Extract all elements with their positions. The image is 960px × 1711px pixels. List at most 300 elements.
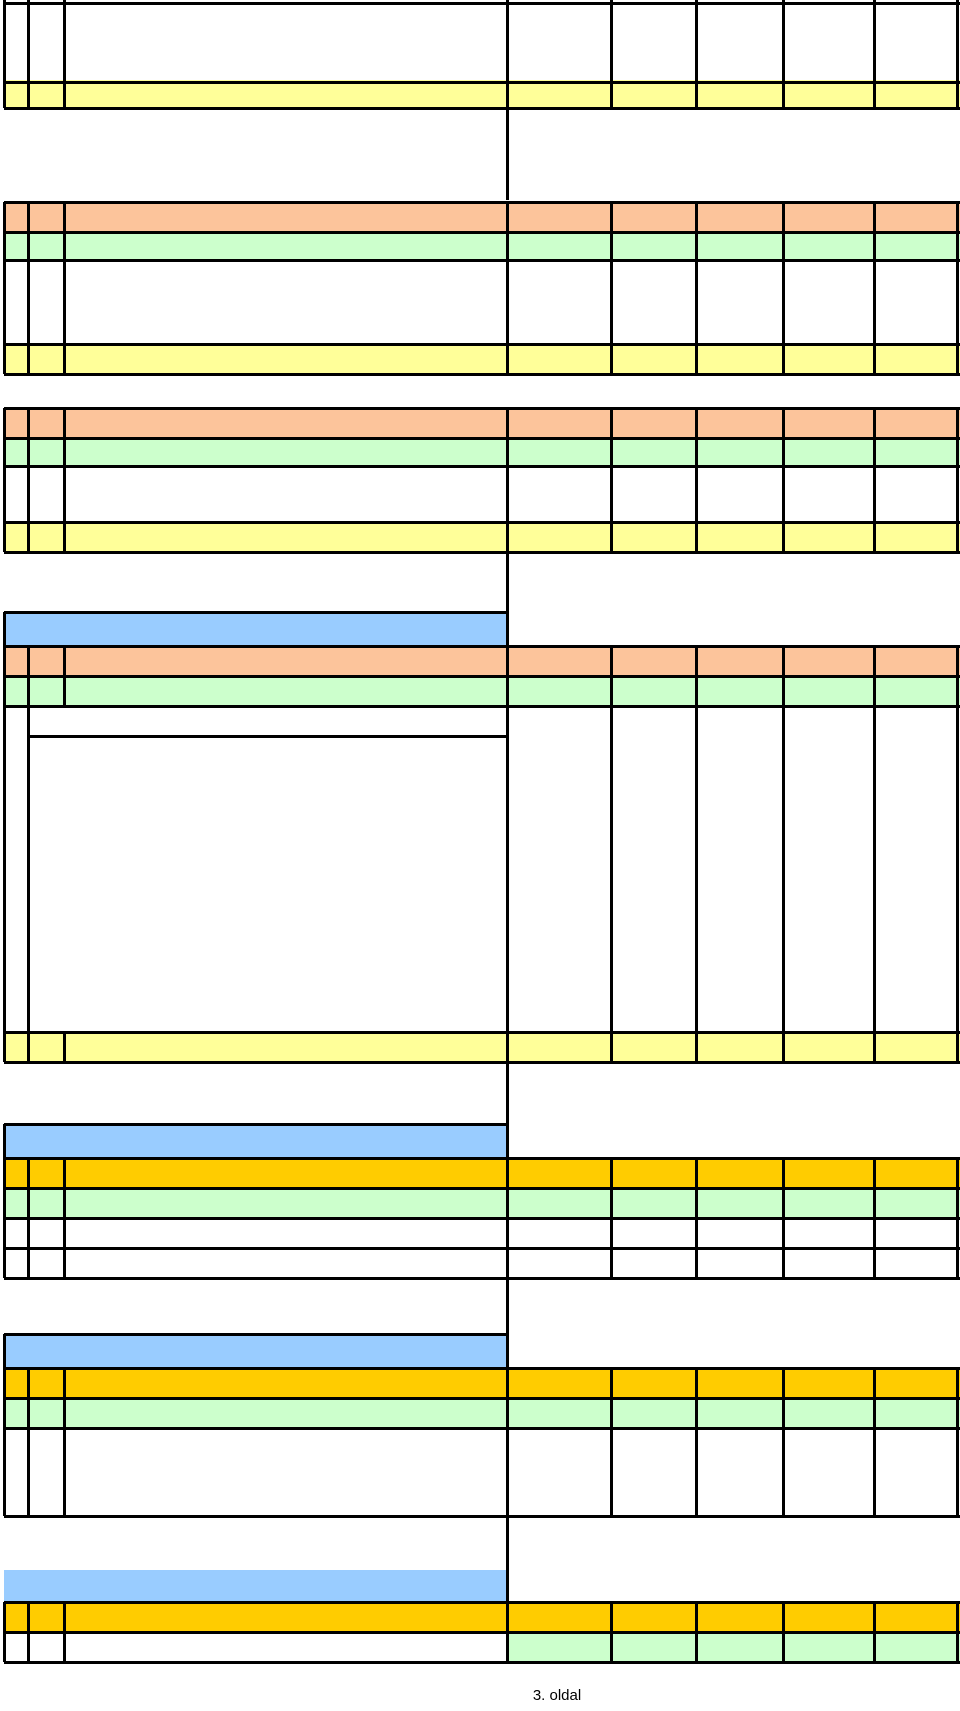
unit-label xyxy=(611,1398,696,1428)
marker-cell xyxy=(4,1032,28,1062)
rule xyxy=(3,1368,6,1516)
row-label xyxy=(64,1428,507,1457)
rule xyxy=(4,1061,960,1064)
unit-label xyxy=(507,232,611,260)
rule xyxy=(873,646,876,1062)
blank-cells xyxy=(611,56,960,82)
row-label xyxy=(64,760,507,787)
rule xyxy=(782,1602,785,1662)
column-header xyxy=(611,1158,696,1188)
table-row xyxy=(0,951,960,978)
total-label xyxy=(64,1248,507,1278)
units-row xyxy=(0,676,960,706)
total-value xyxy=(507,1032,611,1062)
blank-cells xyxy=(611,1032,960,1062)
rule xyxy=(4,201,960,204)
total-row xyxy=(0,1032,960,1062)
rule xyxy=(27,408,30,552)
section-header xyxy=(0,202,960,232)
spacer-cell xyxy=(28,232,507,260)
section-number xyxy=(4,612,28,646)
rule xyxy=(63,1368,66,1516)
unit-label xyxy=(874,1632,960,1662)
rule xyxy=(3,612,6,646)
rule xyxy=(4,259,960,262)
unit-label xyxy=(783,1188,874,1218)
table-row xyxy=(0,28,960,54)
rule xyxy=(3,408,6,552)
marker-cell xyxy=(4,80,28,108)
unit-label xyxy=(783,438,874,466)
column-header xyxy=(507,202,611,232)
spacer-cell xyxy=(28,28,64,54)
rule xyxy=(4,521,960,524)
column-header xyxy=(874,202,960,232)
column-header xyxy=(783,1158,874,1188)
row-label xyxy=(64,316,507,344)
rule xyxy=(695,1368,698,1516)
total-label xyxy=(64,344,507,374)
column-header xyxy=(874,1158,960,1188)
rule xyxy=(4,1123,507,1126)
column-header xyxy=(696,1368,783,1398)
unit-label xyxy=(507,1188,611,1218)
row-value xyxy=(507,260,611,288)
rule xyxy=(873,1158,876,1278)
table-row xyxy=(0,815,960,842)
section-title xyxy=(28,1124,507,1158)
sub-header-row xyxy=(0,646,960,676)
marker-cell xyxy=(4,646,28,676)
unit-label xyxy=(611,676,696,706)
column-header xyxy=(696,408,783,438)
rule xyxy=(4,81,960,84)
row-label xyxy=(64,260,507,288)
column-header xyxy=(783,1602,874,1632)
column-header xyxy=(783,408,874,438)
section-code xyxy=(507,612,696,646)
rule xyxy=(4,1397,960,1400)
rule xyxy=(506,202,509,374)
sub-title xyxy=(64,646,507,676)
rule xyxy=(956,408,959,552)
section-number xyxy=(4,1570,28,1602)
units-row xyxy=(0,438,960,466)
section-number xyxy=(4,1334,28,1368)
rule xyxy=(3,1124,6,1158)
table-row xyxy=(0,760,960,787)
marker-cell xyxy=(4,344,28,374)
sub-title xyxy=(64,1158,507,1188)
table-row xyxy=(0,1218,960,1248)
rule xyxy=(63,408,66,552)
section-title-row xyxy=(0,1124,960,1158)
row-value xyxy=(507,951,611,978)
rule xyxy=(63,202,66,374)
blank-cells xyxy=(611,344,960,374)
column-header xyxy=(507,1368,611,1398)
row-label xyxy=(28,1632,507,1662)
table-row xyxy=(0,494,960,522)
table-row xyxy=(0,924,960,951)
rule xyxy=(695,202,698,374)
row-value xyxy=(507,288,611,316)
blank-cells xyxy=(611,522,960,552)
section-title-row xyxy=(0,612,960,646)
row-label xyxy=(64,28,507,54)
rule xyxy=(695,1158,698,1278)
marker-cell xyxy=(4,676,28,706)
section-title-row xyxy=(0,1334,960,1368)
rule xyxy=(4,1187,960,1190)
column-header xyxy=(696,202,783,232)
table-row xyxy=(0,260,960,288)
rule xyxy=(873,202,876,374)
rule xyxy=(956,1602,959,1662)
rule xyxy=(3,202,6,374)
total-row xyxy=(0,344,960,374)
rule xyxy=(610,1158,613,1278)
table-row xyxy=(0,896,960,923)
column-header xyxy=(611,202,696,232)
marker-cell xyxy=(4,1158,28,1188)
row-value xyxy=(507,842,611,869)
spacer-cell xyxy=(28,1032,64,1062)
table-row xyxy=(0,869,960,896)
rule xyxy=(27,202,30,374)
rule xyxy=(63,1602,66,1662)
sub-title xyxy=(64,1602,507,1632)
marker-cell xyxy=(4,1188,28,1218)
rule xyxy=(4,551,960,554)
row-value xyxy=(507,869,611,896)
unit-label xyxy=(507,1632,611,1662)
rule xyxy=(4,1631,960,1634)
row-value xyxy=(507,815,611,842)
table-row xyxy=(0,466,960,494)
row-value xyxy=(507,896,611,923)
section-title xyxy=(28,612,507,646)
spacer-cell xyxy=(28,438,507,466)
unit-label xyxy=(611,1632,696,1662)
marker-cell xyxy=(4,1602,28,1632)
row-value xyxy=(507,706,611,733)
row-marker xyxy=(4,1632,28,1662)
row-value xyxy=(507,760,611,787)
marker-cell xyxy=(4,56,28,82)
rule xyxy=(3,0,6,108)
rule xyxy=(782,0,785,108)
unit-label xyxy=(696,438,783,466)
page-footer xyxy=(0,1688,960,1708)
units-row xyxy=(0,1398,960,1428)
rule xyxy=(695,646,698,1062)
rule xyxy=(4,1367,960,1370)
column-header xyxy=(874,1602,960,1632)
rule xyxy=(956,0,959,108)
unit-label xyxy=(783,232,874,260)
column-header xyxy=(611,408,696,438)
marker-cell xyxy=(4,28,28,54)
column-header xyxy=(874,646,960,676)
spacer-cell xyxy=(28,1398,507,1428)
spacer-cell xyxy=(28,522,64,552)
row-value xyxy=(507,1457,611,1486)
row-value xyxy=(507,733,611,760)
rule xyxy=(4,231,960,234)
column-header xyxy=(783,646,874,676)
rule xyxy=(610,202,613,374)
rule xyxy=(27,0,30,108)
row-label xyxy=(64,815,507,842)
rule xyxy=(4,343,960,346)
section-title xyxy=(28,1334,507,1368)
total-row xyxy=(0,522,960,552)
row-label xyxy=(64,1005,507,1032)
table-row xyxy=(0,978,960,1005)
unit-label xyxy=(611,438,696,466)
rule xyxy=(63,1032,66,1062)
rule xyxy=(782,408,785,552)
spacer-cell xyxy=(28,344,64,374)
table-row xyxy=(0,842,960,869)
rule xyxy=(3,1158,6,1278)
row-label xyxy=(64,706,507,733)
table-row xyxy=(0,80,960,108)
grand-total-label xyxy=(64,146,507,174)
row-value xyxy=(507,788,611,815)
page-number: 3. oldal xyxy=(532,1687,582,1704)
section-header xyxy=(0,408,960,438)
unit-label xyxy=(507,676,611,706)
row-label xyxy=(64,494,507,522)
total-label xyxy=(64,522,507,552)
rule xyxy=(695,1602,698,1662)
rule xyxy=(506,1124,509,1358)
rule xyxy=(782,202,785,374)
table-row xyxy=(0,706,960,733)
table-top-border xyxy=(4,2,960,5)
rule xyxy=(4,675,960,678)
total-value xyxy=(507,344,611,374)
rule xyxy=(27,1368,30,1516)
section-code xyxy=(507,1334,696,1368)
unit-label xyxy=(874,676,960,706)
table-row xyxy=(0,288,960,316)
column-header xyxy=(507,1158,611,1188)
unit-label xyxy=(696,232,783,260)
row-value xyxy=(507,494,611,522)
spacer-cell xyxy=(28,646,64,676)
column-header xyxy=(783,202,874,232)
sub-title xyxy=(64,1368,507,1398)
rule xyxy=(63,0,66,108)
sub-header-row xyxy=(0,1602,960,1632)
section-code xyxy=(507,1570,696,1602)
table-row xyxy=(0,1632,960,1662)
unit-label xyxy=(874,438,960,466)
rule xyxy=(782,1368,785,1516)
rule xyxy=(4,373,960,376)
row-value xyxy=(507,978,611,1005)
column-header xyxy=(611,1368,696,1398)
table-row xyxy=(0,1457,960,1486)
units-row xyxy=(0,1188,960,1218)
row-value xyxy=(507,1428,611,1457)
rule xyxy=(873,408,876,552)
grand-total-row xyxy=(0,146,960,174)
rule xyxy=(695,0,698,108)
column-header xyxy=(783,1368,874,1398)
row-value xyxy=(507,28,611,54)
total-value xyxy=(507,522,611,552)
rule xyxy=(4,645,960,648)
row-label xyxy=(64,466,507,494)
rule xyxy=(4,1031,960,1034)
rule xyxy=(782,1158,785,1278)
section-title xyxy=(28,1570,507,1602)
unit-label xyxy=(783,1398,874,1428)
units-row xyxy=(0,232,960,260)
total-row xyxy=(0,1248,960,1278)
total-label xyxy=(64,1032,507,1062)
rule xyxy=(4,1661,960,1664)
sub-header-row xyxy=(0,1368,960,1398)
marker-cell xyxy=(4,232,28,260)
spacer-cell xyxy=(28,1368,64,1398)
rule xyxy=(3,646,6,1062)
column-header xyxy=(874,1368,960,1398)
marker-cell xyxy=(4,522,28,552)
row-label xyxy=(64,978,507,1005)
rule xyxy=(27,1158,30,1278)
rule xyxy=(4,1427,960,1430)
column-header xyxy=(874,408,960,438)
section-number xyxy=(4,1124,28,1158)
spacer-cell xyxy=(28,676,507,706)
table-row xyxy=(0,788,960,815)
blank-cells xyxy=(611,28,960,54)
unit-label xyxy=(507,438,611,466)
rule xyxy=(4,107,960,110)
rule xyxy=(610,646,613,1062)
section-title xyxy=(64,202,507,232)
row-value xyxy=(507,80,611,108)
unit-label xyxy=(696,1398,783,1428)
table-row xyxy=(0,1428,960,1457)
section-title-row xyxy=(0,1570,960,1602)
rule xyxy=(63,1158,66,1278)
rule xyxy=(873,1368,876,1516)
row-label xyxy=(64,788,507,815)
row-label xyxy=(64,56,507,82)
rule xyxy=(506,408,509,552)
column-header xyxy=(611,646,696,676)
row-label xyxy=(64,869,507,896)
table-row xyxy=(0,316,960,344)
unit-label xyxy=(696,1188,783,1218)
rule xyxy=(506,1570,509,1662)
rule xyxy=(610,1602,613,1662)
rule xyxy=(506,612,509,1152)
rule xyxy=(4,1333,507,1336)
marker-cell xyxy=(4,1398,28,1428)
rule xyxy=(610,1368,613,1516)
rule xyxy=(4,1277,960,1280)
unit-label xyxy=(611,1188,696,1218)
row-value xyxy=(507,466,611,494)
row-value xyxy=(507,1005,611,1032)
rule xyxy=(873,0,876,108)
sub-header-row xyxy=(0,1158,960,1188)
unit-label xyxy=(783,1632,874,1662)
spacer-cell xyxy=(28,56,64,82)
rule xyxy=(4,1601,960,1604)
unit-label xyxy=(507,1398,611,1428)
marker-cell xyxy=(4,438,28,466)
rule xyxy=(873,1602,876,1662)
spacer-cell xyxy=(28,1158,64,1188)
total-label xyxy=(64,1486,507,1516)
column-header xyxy=(507,408,611,438)
blank-cells xyxy=(611,80,960,108)
row-value xyxy=(507,56,611,82)
rule xyxy=(782,646,785,1062)
rule xyxy=(4,1515,960,1518)
section-number xyxy=(4,408,64,438)
row-label xyxy=(64,951,507,978)
rule xyxy=(4,1157,960,1160)
column-header xyxy=(507,1602,611,1632)
row-label xyxy=(64,1218,507,1248)
rule xyxy=(610,0,613,108)
unit-label xyxy=(611,232,696,260)
rule xyxy=(27,1602,30,1662)
unit-label xyxy=(874,232,960,260)
row-label xyxy=(64,896,507,923)
spacer-cell xyxy=(28,1188,507,1218)
column-header xyxy=(696,646,783,676)
column-header xyxy=(507,646,611,676)
rule xyxy=(4,705,960,708)
rule xyxy=(956,202,959,374)
section-title xyxy=(64,408,507,438)
rule xyxy=(27,646,30,1062)
rule xyxy=(3,1632,6,1662)
unit-label xyxy=(874,1398,960,1428)
column-header xyxy=(696,1158,783,1188)
table-row xyxy=(0,56,960,82)
total-row xyxy=(0,1486,960,1516)
column-header xyxy=(611,1602,696,1632)
unit-label xyxy=(874,1188,960,1218)
spacer-cell xyxy=(28,80,64,108)
unit-label xyxy=(696,676,783,706)
row-value xyxy=(507,924,611,951)
row-label xyxy=(64,1457,507,1486)
table-row xyxy=(0,1005,960,1032)
marker-cell xyxy=(4,1368,28,1398)
row-label xyxy=(64,842,507,869)
unit-label xyxy=(696,1632,783,1662)
unit-label xyxy=(783,676,874,706)
rule xyxy=(4,1217,960,1220)
rule xyxy=(4,611,507,614)
rule xyxy=(956,646,959,1062)
rule xyxy=(3,1334,6,1368)
rule xyxy=(956,1368,959,1516)
spacer-cell xyxy=(28,1602,64,1632)
